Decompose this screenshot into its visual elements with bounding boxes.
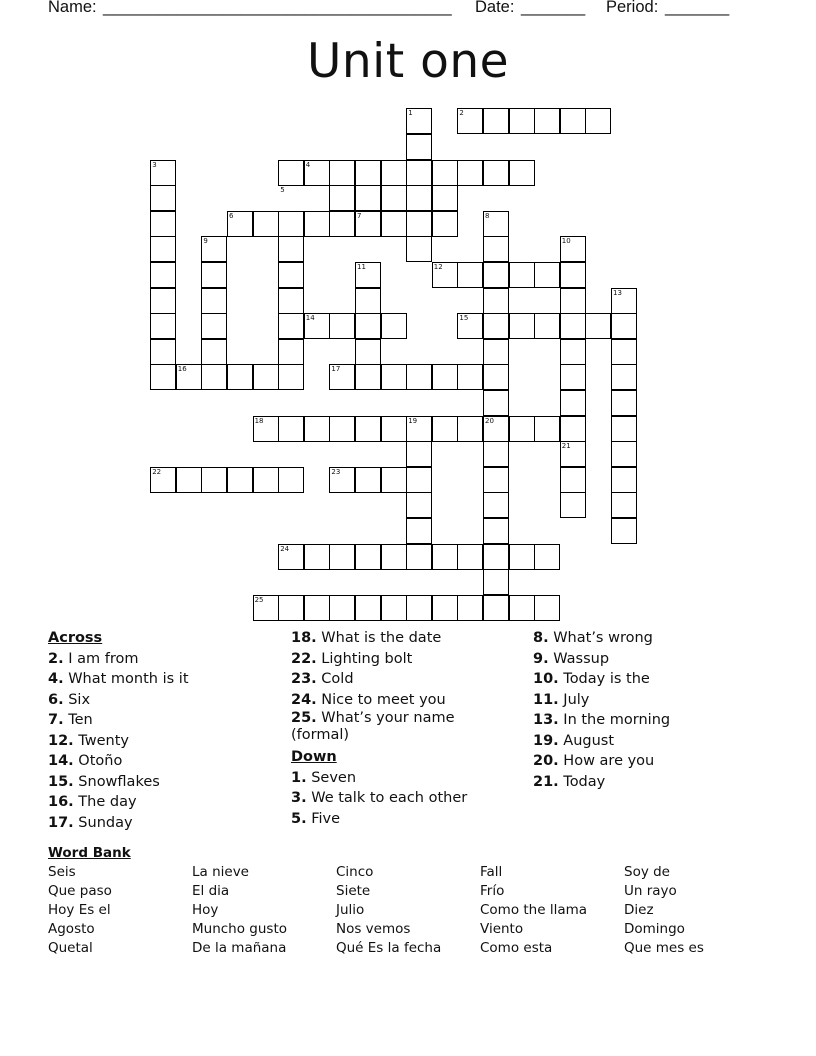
crossword-cell[interactable] bbox=[355, 288, 381, 314]
crossword-cell[interactable] bbox=[150, 236, 176, 262]
crossword-cell[interactable] bbox=[381, 364, 407, 390]
clue-item: 5. Five bbox=[291, 810, 341, 827]
crossword-cell[interactable] bbox=[253, 364, 279, 390]
clue-number: 21 bbox=[561, 442, 571, 451]
word-bank-column bbox=[192, 863, 287, 958]
crossword-cell[interactable] bbox=[150, 211, 176, 237]
crossword-cell[interactable] bbox=[611, 390, 637, 416]
word-bank-item: Qué Es la fecha bbox=[336, 940, 442, 956]
crossword-cell[interactable] bbox=[304, 544, 330, 570]
crossword-cell[interactable] bbox=[253, 211, 279, 237]
clue-number: 12 bbox=[433, 263, 443, 271]
word-bank-item: Julio bbox=[336, 902, 365, 918]
crossword-cell[interactable] bbox=[509, 544, 535, 570]
crossword-cell[interactable] bbox=[457, 160, 483, 186]
crossword-cell[interactable] bbox=[329, 211, 355, 237]
crossword-cell[interactable] bbox=[150, 313, 176, 339]
crossword-cell[interactable] bbox=[483, 492, 509, 518]
clue-number: 3 bbox=[152, 160, 157, 169]
clue-item: 24. Nice to meet you bbox=[291, 691, 446, 708]
crossword-cell[interactable] bbox=[355, 185, 381, 211]
crossword-cell[interactable] bbox=[560, 339, 586, 365]
crossword-cell[interactable] bbox=[509, 108, 535, 134]
word-bank-item: Como the llama bbox=[480, 902, 588, 918]
clue-item: 8. What’s wrong bbox=[533, 630, 653, 646]
crossword-cell[interactable] bbox=[457, 544, 483, 570]
crossword-cell[interactable] bbox=[534, 262, 560, 288]
clue-item: 20. How are you bbox=[533, 753, 655, 769]
clue-number: 11 bbox=[357, 263, 366, 271]
clues-column-1 bbox=[48, 628, 278, 833]
crossword-cell[interactable] bbox=[201, 288, 227, 314]
clue-item: 4. What month is it bbox=[48, 671, 189, 687]
crossword-cell[interactable] bbox=[457, 595, 483, 621]
clue-item: 16. The day bbox=[48, 794, 137, 810]
word-bank-item: Domingo bbox=[624, 921, 685, 937]
crossword-cell[interactable] bbox=[201, 364, 227, 390]
word-bank-item: Como esta bbox=[480, 940, 553, 956]
crossword-cell[interactable] bbox=[355, 467, 381, 493]
crossword-cell[interactable] bbox=[432, 595, 458, 621]
crossword-cell[interactable] bbox=[483, 544, 509, 570]
clue-number: 14 bbox=[305, 314, 315, 323]
name-line[interactable]: ______________________________________ bbox=[103, 0, 452, 16]
clue-number: 7 bbox=[357, 211, 362, 220]
crossword-cell[interactable] bbox=[483, 313, 509, 339]
clue-item: 18. What is the date bbox=[291, 630, 442, 646]
crossword-cell[interactable] bbox=[560, 313, 586, 339]
crossword-cell[interactable] bbox=[329, 595, 355, 621]
crossword-cell[interactable] bbox=[534, 416, 560, 442]
clue-number: 18 bbox=[254, 416, 264, 425]
crossword-cell[interactable] bbox=[406, 467, 432, 493]
clue-item: 13. In the morning bbox=[533, 712, 671, 728]
word-bank-item: Muncho gusto bbox=[192, 921, 288, 937]
crossword-cell[interactable] bbox=[457, 262, 483, 288]
word-bank-item: Cinco bbox=[336, 864, 374, 880]
clue-item: 15. Snowflakes bbox=[48, 773, 160, 790]
crossword-cell[interactable] bbox=[201, 262, 227, 288]
clue-number: 9 bbox=[203, 237, 208, 246]
crossword-cell[interactable] bbox=[483, 339, 509, 365]
period-line[interactable]: _______ bbox=[665, 0, 730, 16]
crossword-cell[interactable] bbox=[381, 160, 407, 186]
crossword-cell[interactable] bbox=[150, 339, 176, 365]
crossword-cell[interactable] bbox=[560, 390, 586, 416]
crossword-cell[interactable] bbox=[304, 595, 330, 621]
clue-number: 23 bbox=[331, 467, 341, 476]
crossword-cell[interactable] bbox=[611, 518, 637, 544]
crossword-cell[interactable] bbox=[381, 313, 407, 339]
crossword-cell[interactable] bbox=[585, 313, 611, 339]
crossword-cell[interactable] bbox=[278, 236, 304, 262]
clue-number: 6 bbox=[229, 211, 234, 220]
crossword-cell[interactable] bbox=[483, 441, 509, 467]
across-heading: Across bbox=[48, 630, 103, 646]
word-bank-item: La nieve bbox=[192, 864, 249, 880]
clue-number: 22 bbox=[152, 467, 162, 476]
crossword-cell[interactable] bbox=[381, 544, 407, 570]
crossword-cell[interactable] bbox=[560, 288, 586, 314]
crossword-cell[interactable] bbox=[483, 518, 509, 544]
clue-item: 22. Lighting bolt bbox=[291, 650, 413, 667]
crossword-cell[interactable] bbox=[611, 416, 637, 442]
crossword-cell[interactable] bbox=[150, 288, 176, 314]
crossword-cell[interactable] bbox=[381, 595, 407, 621]
word-bank-item: Hoy bbox=[192, 902, 219, 918]
crossword-cell[interactable] bbox=[483, 288, 509, 314]
crossword-cell[interactable] bbox=[611, 339, 637, 365]
crossword-cell[interactable] bbox=[611, 313, 637, 339]
crossword-cell[interactable] bbox=[483, 108, 509, 134]
clue-item: 14. Otoño bbox=[48, 753, 123, 769]
crossword-cell[interactable] bbox=[329, 185, 355, 211]
word-bank-item: Agosto bbox=[48, 921, 95, 937]
crossword-cell[interactable] bbox=[406, 160, 432, 186]
word-bank-item: Hoy Es el bbox=[48, 902, 111, 918]
clue-number: 25 bbox=[254, 595, 264, 604]
clue-number: 4 bbox=[305, 160, 311, 169]
header bbox=[48, 0, 748, 20]
crossword-cell[interactable] bbox=[457, 416, 483, 442]
word-bank-column bbox=[336, 863, 441, 958]
clue-item: 23. Cold bbox=[291, 671, 354, 687]
word-bank-heading: Word Bank bbox=[48, 845, 131, 861]
crossword-cell[interactable] bbox=[534, 544, 560, 570]
crossword-cell[interactable] bbox=[355, 416, 381, 442]
clue-number: 2 bbox=[459, 109, 464, 118]
crossword-cell[interactable] bbox=[483, 595, 509, 621]
word-bank-item: Viento bbox=[480, 921, 524, 937]
crossword-cell[interactable] bbox=[432, 185, 458, 211]
crossword-cell[interactable] bbox=[560, 467, 586, 493]
crossword-cell[interactable] bbox=[406, 211, 432, 237]
date-label: Date: bbox=[475, 0, 515, 16]
clue-item: 12. Twenty bbox=[48, 732, 129, 749]
crossword-cell[interactable] bbox=[406, 236, 432, 262]
name-label: Name: bbox=[48, 0, 97, 16]
crossword-cell[interactable] bbox=[278, 416, 304, 442]
crossword-cell[interactable] bbox=[355, 595, 381, 621]
crossword-cell[interactable] bbox=[509, 595, 535, 621]
clue-number: 16 bbox=[177, 365, 187, 374]
crossword-cell[interactable] bbox=[560, 416, 586, 442]
crossword-cell[interactable] bbox=[278, 288, 304, 314]
clue-item: 9. Wassup bbox=[533, 650, 610, 667]
word-bank-item: Un rayo bbox=[624, 883, 677, 899]
crossword-cell[interactable] bbox=[483, 236, 509, 262]
crossword-cell[interactable] bbox=[329, 313, 355, 339]
crossword-cell[interactable] bbox=[406, 492, 432, 518]
page-title: Unit one bbox=[306, 34, 510, 89]
crossword-cell[interactable] bbox=[278, 211, 304, 237]
crossword-cell[interactable] bbox=[329, 160, 355, 186]
crossword-cell[interactable] bbox=[611, 467, 637, 493]
crossword-cell[interactable] bbox=[611, 441, 637, 467]
word-bank-item: Que mes es bbox=[624, 940, 704, 956]
crossword-cell[interactable] bbox=[355, 313, 381, 339]
crossword-cell[interactable] bbox=[227, 467, 253, 493]
word-bank-item: Siete bbox=[336, 883, 371, 899]
word-bank-item: El dia bbox=[192, 883, 230, 899]
clue-item: 10. Today is the bbox=[533, 671, 650, 687]
clue-number: 20 bbox=[485, 416, 494, 425]
down-heading: Down bbox=[291, 749, 337, 765]
period-label: Period: bbox=[606, 0, 659, 16]
crossword-cell[interactable] bbox=[150, 364, 176, 390]
clue-item: 2. I am from bbox=[48, 650, 139, 667]
crossword-cell[interactable] bbox=[304, 211, 330, 237]
crossword-cell[interactable] bbox=[560, 364, 586, 390]
word-bank-item: Frío bbox=[480, 883, 505, 899]
word-bank-item: Fall bbox=[480, 864, 503, 880]
crossword-cell[interactable] bbox=[150, 185, 176, 211]
crossword-cell[interactable] bbox=[432, 416, 458, 442]
crossword-cell[interactable] bbox=[355, 160, 381, 186]
crossword-cell[interactable] bbox=[483, 569, 509, 595]
crossword-cell[interactable] bbox=[509, 262, 535, 288]
crossword-cell[interactable] bbox=[457, 364, 483, 390]
crossword-cell[interactable] bbox=[611, 492, 637, 518]
crossword-cell[interactable] bbox=[329, 416, 355, 442]
crossword-cell[interactable] bbox=[201, 339, 227, 365]
crossword-cell[interactable] bbox=[253, 467, 279, 493]
crossword-cell[interactable] bbox=[406, 441, 432, 467]
word-bank-item: Soy de bbox=[624, 864, 670, 880]
crossword-cell[interactable] bbox=[278, 160, 304, 186]
clue-number: 8 bbox=[485, 211, 490, 220]
crossword-cell[interactable] bbox=[560, 108, 586, 134]
clue-item: 6. Six bbox=[48, 691, 91, 708]
clue-item: 11. July bbox=[533, 691, 590, 708]
word-bank-item: De la mañana bbox=[192, 940, 287, 956]
clue-number: 19 bbox=[408, 416, 418, 425]
word-bank-item: Diez bbox=[624, 902, 654, 918]
word-bank-column bbox=[624, 863, 704, 958]
crossword-cell[interactable] bbox=[483, 160, 509, 186]
crossword-cell[interactable] bbox=[483, 390, 509, 416]
crossword-cell[interactable] bbox=[406, 544, 432, 570]
date-line[interactable]: _______ bbox=[521, 0, 586, 16]
crossword-cell[interactable] bbox=[406, 185, 432, 211]
crossword-cell[interactable] bbox=[381, 416, 407, 442]
clue-number: 1 bbox=[408, 109, 413, 118]
crossword-cell[interactable] bbox=[483, 364, 509, 390]
clue-number: 24 bbox=[280, 544, 290, 553]
crossword-cell[interactable] bbox=[329, 544, 355, 570]
clue-item: 21. Today bbox=[533, 773, 606, 790]
crossword-cell[interactable] bbox=[278, 313, 304, 339]
crossword-cell[interactable] bbox=[509, 313, 535, 339]
crossword-cell[interactable] bbox=[432, 544, 458, 570]
clue-number: 5 bbox=[280, 186, 285, 195]
crossword-cell[interactable] bbox=[509, 416, 535, 442]
crossword-cell[interactable] bbox=[483, 467, 509, 493]
crossword-cell[interactable] bbox=[560, 492, 586, 518]
crossword-cell[interactable] bbox=[278, 364, 304, 390]
crossword-cell[interactable] bbox=[381, 211, 407, 237]
word-bank-item: Seis bbox=[48, 864, 76, 880]
clue-number: 17 bbox=[331, 365, 341, 374]
clue-number: 10 bbox=[561, 237, 571, 246]
crossword-cell[interactable] bbox=[509, 160, 535, 186]
crossword-cell[interactable] bbox=[432, 160, 458, 186]
clues-column-3 bbox=[533, 628, 773, 792]
crossword-cell[interactable] bbox=[278, 467, 304, 493]
clue-number: 13 bbox=[613, 288, 622, 297]
crossword-cell[interactable] bbox=[585, 108, 611, 134]
clue-item: 25. What’s your name (formal) bbox=[291, 710, 455, 743]
crossword-cell[interactable] bbox=[355, 364, 381, 390]
clue-number: 15 bbox=[459, 314, 469, 323]
word-bank-column bbox=[48, 863, 112, 958]
clue-item: 3. We talk to each other bbox=[291, 790, 468, 806]
crossword-cell[interactable] bbox=[201, 467, 227, 493]
crossword-cell[interactable] bbox=[304, 416, 330, 442]
crossword-cell[interactable] bbox=[150, 262, 176, 288]
crossword-cell[interactable] bbox=[406, 595, 432, 621]
crossword-cell[interactable] bbox=[406, 518, 432, 544]
crossword-cell[interactable] bbox=[278, 262, 304, 288]
crossword-cell[interactable] bbox=[534, 313, 560, 339]
word-bank-column bbox=[480, 863, 587, 958]
word-bank-item: Nos vemos bbox=[336, 921, 411, 937]
crossword-cell[interactable] bbox=[432, 364, 458, 390]
word-bank-item: Que paso bbox=[48, 883, 112, 899]
crossword-cell[interactable] bbox=[381, 467, 407, 493]
crossword-cell[interactable] bbox=[483, 262, 509, 288]
crossword-cell[interactable] bbox=[406, 134, 432, 160]
crossword-cell[interactable] bbox=[534, 595, 560, 621]
crossword-cell[interactable] bbox=[355, 339, 381, 365]
crossword-cell[interactable] bbox=[227, 364, 253, 390]
crossword-cell[interactable] bbox=[278, 339, 304, 365]
crossword-cell[interactable] bbox=[534, 108, 560, 134]
clue-item: 17. Sunday bbox=[48, 814, 133, 831]
crossword-cell[interactable] bbox=[406, 364, 432, 390]
crossword-cell[interactable] bbox=[176, 467, 202, 493]
crossword-cell[interactable] bbox=[201, 313, 227, 339]
crossword-cell[interactable] bbox=[355, 544, 381, 570]
crossword-cell[interactable] bbox=[560, 262, 586, 288]
crossword-cell[interactable] bbox=[611, 364, 637, 390]
word-bank-item: Quetal bbox=[48, 940, 93, 956]
crossword-cell[interactable] bbox=[278, 595, 304, 621]
clue-item: 7. Ten bbox=[48, 712, 93, 728]
crossword-cell[interactable] bbox=[432, 211, 458, 237]
clues-column-2 bbox=[291, 628, 521, 829]
crossword-cell[interactable] bbox=[381, 185, 407, 211]
clue-item: 19. August bbox=[533, 732, 615, 749]
clue-item: 1. Seven bbox=[291, 769, 357, 786]
